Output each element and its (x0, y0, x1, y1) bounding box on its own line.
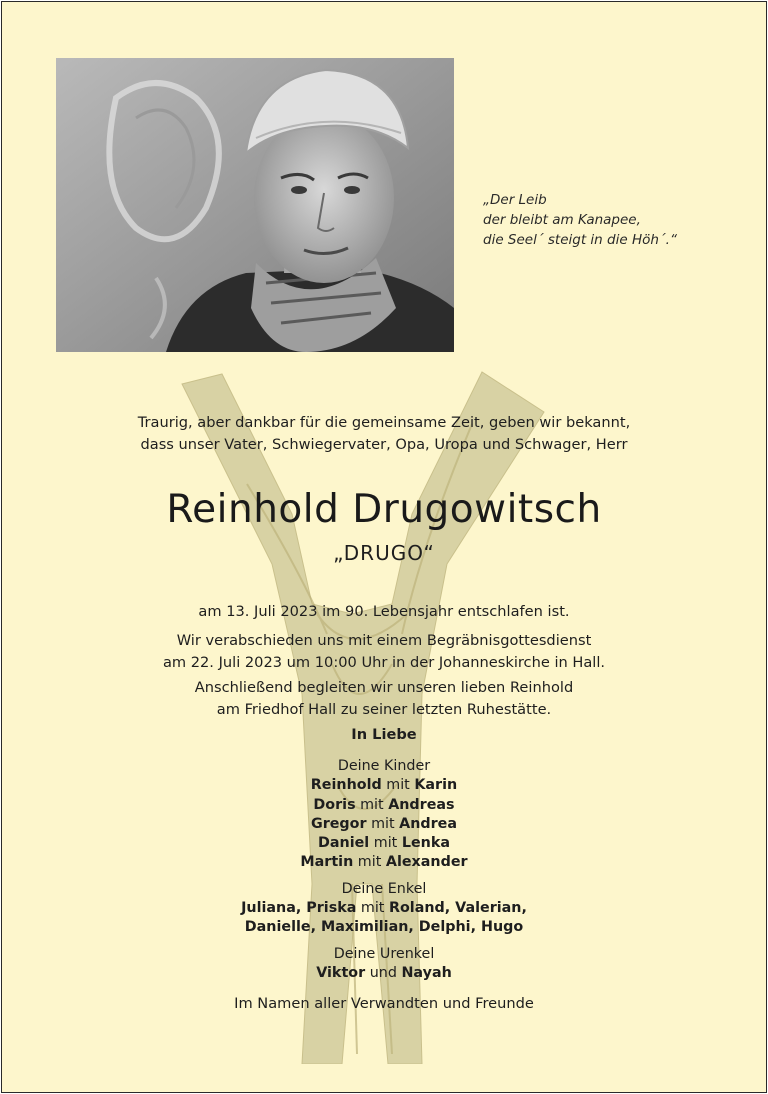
child-entry (2, 815, 766, 834)
child-entry (2, 834, 766, 853)
great-grandchild-name: Nayah (401, 964, 452, 981)
quote-line: „Der Leib (483, 192, 547, 208)
child-entry (2, 776, 766, 795)
burial-line: Anschließend begleiten wir unseren lieben Reinhold (194, 679, 574, 696)
in-love-heading: In Liebe (351, 726, 417, 743)
grandchildren-entry (2, 899, 766, 918)
intro-line: Traurig, aber dankbar für die gemeinsame Zeit, geben wir bekannt, (137, 414, 631, 431)
burial-line: am Friedhof Hall zu seiner letzten Ruhestätte. (216, 701, 552, 718)
child-name: Daniel (318, 835, 370, 852)
joiner: mit (353, 854, 386, 871)
intro-text (2, 412, 766, 456)
grandchild-names: Roland, Valerian, (388, 900, 527, 917)
grandchildren-heading: Deine Enkel (341, 880, 427, 897)
great-grandchildren-heading: Deine Urenkel (333, 945, 435, 962)
joiner: und (365, 964, 402, 981)
joiner: mit (369, 835, 402, 852)
child-name: Gregor (310, 815, 367, 832)
closing-line: Im Namen aller Verwandten und Freunde (234, 995, 534, 1012)
service-line: Wir verabschieden uns mit einem Begräbnisgottesdienst (176, 632, 592, 649)
death-line: am 13. Juli 2023 im 90. Lebensjahr entschlafen ist. (198, 603, 570, 620)
partner-name: Karin (414, 777, 458, 794)
partner-name: Alexander (385, 854, 468, 871)
children-heading: Deine Kinder (337, 758, 431, 774)
child-name: Doris (313, 796, 356, 813)
intro-line: dass unser Vater, Schwiegervater, Opa, Uropa und Schwager, Herr (140, 436, 628, 453)
child-name: Reinhold (310, 777, 382, 794)
quote-line: die Seel´ steigt in die Höh´.“ (483, 232, 677, 248)
joiner: mit (356, 900, 389, 917)
partner-name: Andreas (388, 796, 455, 813)
partner-name: Lenka (401, 835, 450, 852)
child-name: Martin (300, 854, 354, 871)
child-entry (2, 796, 766, 815)
burial-text (2, 677, 766, 721)
great-grandchild-name: Viktor (316, 964, 366, 981)
service-text (2, 630, 766, 674)
quote (483, 190, 753, 250)
portrait-photo (56, 58, 454, 352)
service-line: am 22. Juli 2023 um 10:00 Uhr in der Johanneskirche in Hall. (162, 654, 606, 671)
obituary-page (1, 1, 767, 1093)
deceased-nickname: „DRUGO“ (333, 541, 435, 565)
grandchild-names: Juliana, Priska (241, 900, 357, 917)
quote-line: der bleibt am Kanapee, (483, 212, 641, 228)
great-grandchildren-entry (2, 964, 766, 983)
joiner: mit (381, 777, 415, 794)
deceased-name: Reinhold Drugowitsch (166, 487, 602, 532)
spacer (2, 938, 766, 945)
joiner: mit (355, 796, 389, 813)
joiner: mit (366, 815, 400, 832)
grandchildren-entry (2, 918, 766, 937)
child-entry (2, 853, 766, 872)
grandchild-names: Danielle, Maximilian, Delphi, Hugo (244, 919, 524, 936)
family-list (2, 757, 766, 983)
partner-name: Andrea (399, 815, 458, 832)
spacer (2, 873, 766, 880)
